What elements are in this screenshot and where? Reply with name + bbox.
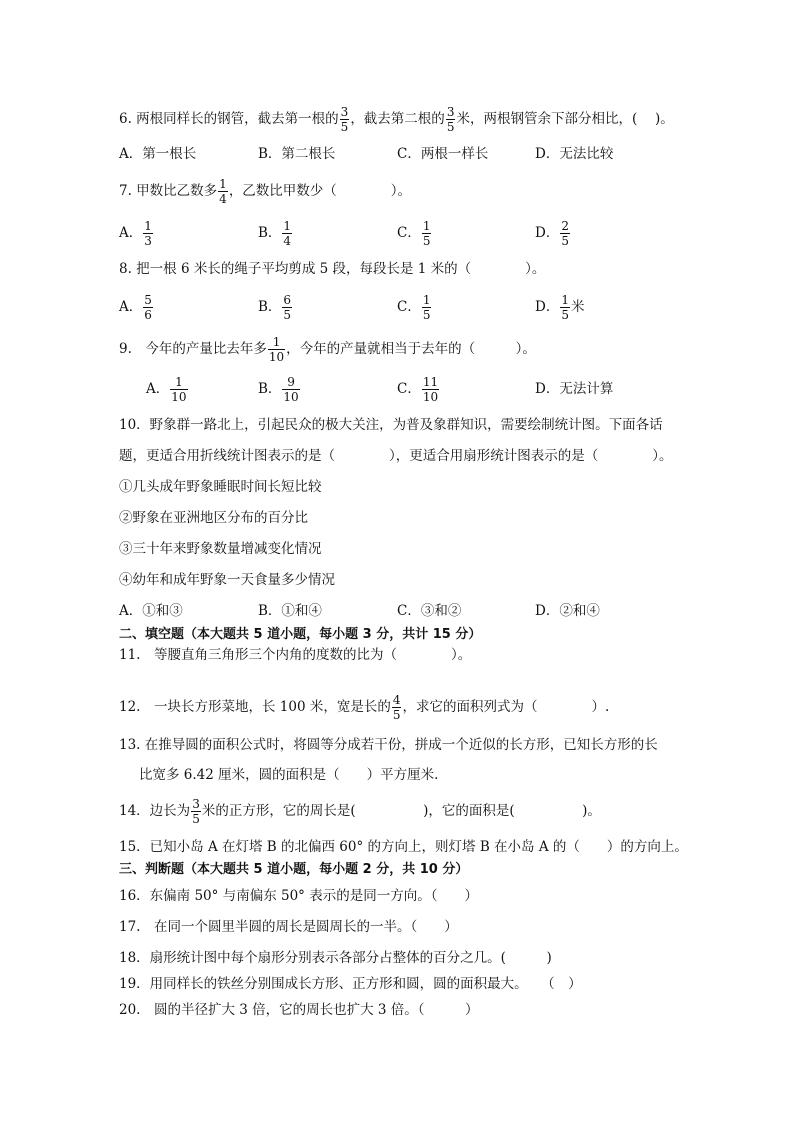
section-3-heading: 三、判断题（本大题共 5 道小题，每小题 2 分，共 10 分） — [119, 862, 469, 877]
question-17: 17. 在同一个圆里半圆的周长是圆周长的一半。（ ） — [119, 919, 458, 935]
question-11: 11. 等腰直角三角形三个内角的度数的比为（ ）。 — [119, 647, 472, 663]
q10-option-c: C．③和② — [397, 603, 462, 619]
q8-option-a: A． $\frac{5}{6}$ — [119, 293, 152, 322]
question-10-line-1: 10．野象群一路北上，引起民众的极大关注，为普及象群知识，需要绘制统计图。下面各话 — [119, 417, 663, 433]
question-15: 15．已知小岛 A 在灯塔 B 的北偏西 60° 的方向上，则灯塔 B 在小岛 A 的（ ）的方向上。 — [119, 839, 688, 855]
q10-option-a: A．①和③ — [119, 603, 183, 619]
q6-fraction-2: $\frac{3}{5}$ — [446, 105, 455, 134]
question-8-stem: 8. 把一根 6 米长的绳子平均剪成 5 段，每段长是 1 米的（ ）。 — [119, 261, 546, 277]
q10-option-d: D．②和④ — [535, 603, 600, 619]
q14-text-2: 米的正方形，它的周长是( )，它的面积是( )。 — [201, 803, 601, 819]
q10-item-3: ③三十年来野象数量增减变化情况 — [119, 541, 322, 557]
q6-option-d: D．无法比较 — [535, 146, 614, 162]
question-18: 18．扇形统计图中每个扇形分别表示各部分占整体的百分之几。( ) — [119, 950, 552, 966]
q10-item-4: ④幼年和成年野象一天食量多少情况 — [119, 572, 335, 588]
question-13-line-2: 比宽多 6.42 厘米，圆的面积是（ ）平方厘米. — [139, 767, 439, 783]
question-10-line-2: 题，更适合用折线统计图表示的是（ ），更适合用扇形统计图表示的是（ ）。 — [119, 448, 673, 464]
q7-text-2: ，乙数比甲数少（ ）。 — [228, 183, 412, 199]
question-19: 19．用同样长的铁丝分别围成长方形、正方形和圆，圆的面积最大。 （ ） — [119, 976, 582, 992]
q7-option-a: A． $\frac{1}{3}$ — [119, 219, 152, 248]
q6-option-c: C．两根一样长 — [397, 146, 489, 162]
q9-text-1: 9. 今年的产量比去年多 — [119, 341, 267, 357]
q10-item-2: ②野象在亚洲地区分布的百分比 — [119, 510, 308, 526]
q8-option-b: B． $\frac{6}{5}$ — [258, 293, 292, 322]
q9-option-d: D．无法计算 — [535, 381, 614, 397]
q9-text-2: ，今年的产量就相当于去年的（ ）。 — [286, 341, 536, 357]
question-6-stem — [119, 106, 674, 133]
question-12 — [119, 694, 609, 721]
q6-text-3: 米，两根钢管余下部分相比，( )。 — [456, 111, 674, 127]
section-2-heading: 二、填空题（本大题共 5 道小题，每小题 3 分，共计 15 分） — [119, 627, 482, 642]
q8-option-c: C． $\frac{1}{5}$ — [397, 293, 431, 322]
q7-fraction: $\frac{1}{4}$ — [219, 177, 227, 206]
q9-option-a: A． $\frac{1}{10}$ — [146, 375, 187, 404]
q12-text-2: ，求它的面积列式为（ ）. — [402, 699, 610, 715]
q9-fraction: $\frac{1}{10}$ — [268, 335, 285, 364]
q6-text-2: ，截去第二根的 — [350, 111, 445, 127]
q14-fraction: $\frac{3}{5}$ — [192, 797, 200, 826]
q10-option-b: B．①和④ — [258, 603, 322, 619]
question-14 — [119, 798, 601, 825]
question-16: 16．东偏南 50° 与南偏东 50° 表示的是同一方向。（ ） — [119, 888, 478, 904]
q12-text-1: 12. 一块长方形菜地，长 100 米，宽是长的 — [119, 699, 391, 715]
q9-option-b: B． $\frac{9}{10}$ — [258, 375, 299, 404]
q7-option-d: D． $\frac{2}{5}$ — [535, 219, 569, 248]
q9-option-c: C． $\frac{11}{10}$ — [397, 375, 439, 404]
q6-option-b: B．第二根长 — [258, 146, 336, 162]
q8-option-d: D． $\frac{1}{5}$ 米 — [535, 293, 585, 322]
q10-item-1: ①几头成年野象睡眠时间长短比较 — [119, 479, 322, 495]
q14-text-1: 14．边长为 — [119, 803, 191, 819]
q7-option-c: C． $\frac{1}{5}$ — [397, 219, 431, 248]
q6-text-1: 6. 两根同样长的钢管，截去第一根的 — [119, 111, 339, 127]
q7-text-1: 7. 甲数比乙数多 — [119, 183, 218, 199]
question-9-stem — [119, 336, 536, 363]
q6-option-a: A．第一根长 — [119, 146, 197, 162]
q12-fraction: $\frac{4}{5}$ — [392, 693, 401, 722]
question-20: 20. 圆的半径扩大 3 倍，它的周长也扩大 3 倍。（ ） — [119, 1002, 479, 1018]
question-7-stem — [119, 178, 411, 205]
question-13-line-1: 13. 在推导圆的面积公式时，将圆等分成若干份，拼成一个近似的长方形，已知长方形的长 — [119, 737, 658, 753]
q6-fraction-1: $\frac{3}{5}$ — [340, 105, 349, 134]
q7-option-b: B． $\frac{1}{4}$ — [258, 219, 292, 248]
